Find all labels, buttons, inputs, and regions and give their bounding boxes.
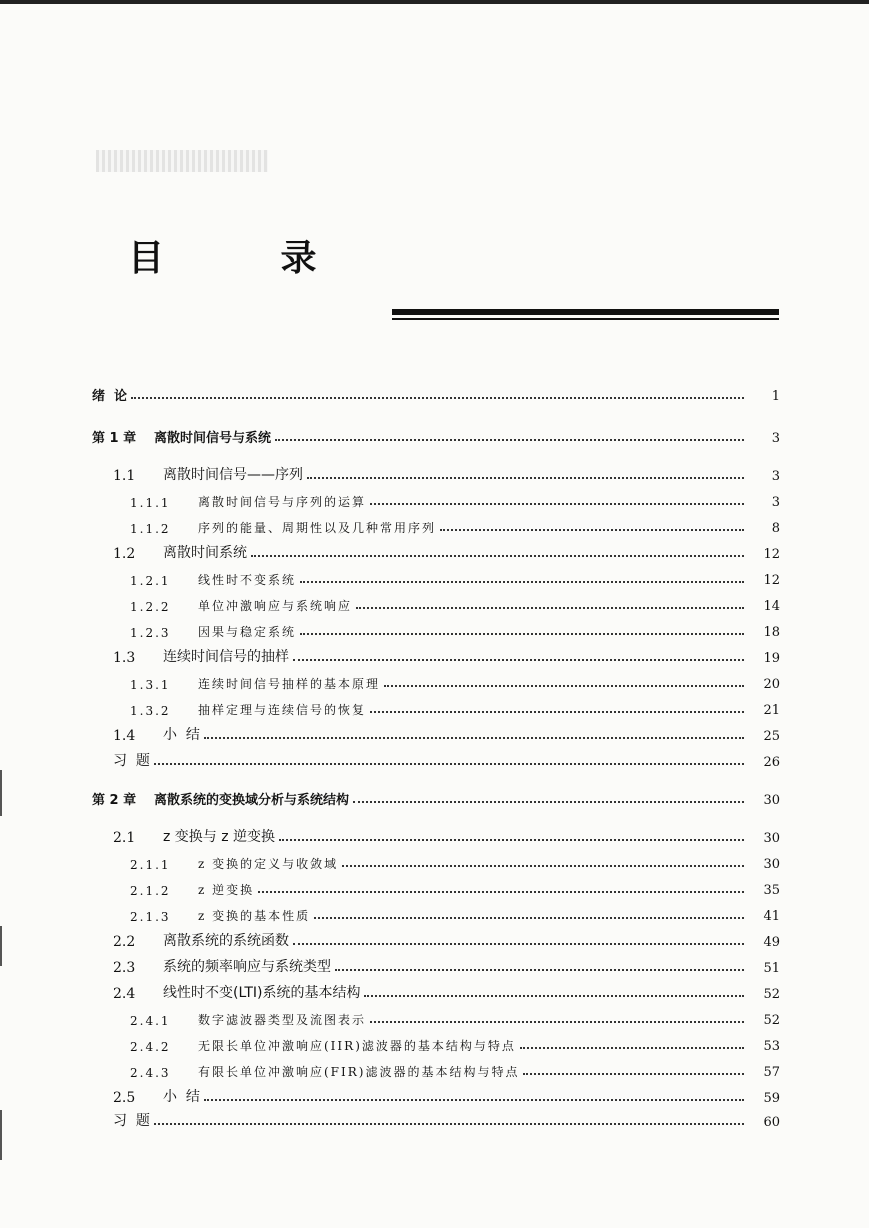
toc-entry-page: 25 xyxy=(763,729,780,744)
toc-entry xyxy=(0,592,869,614)
toc-entry-page: 21 xyxy=(763,703,780,718)
toc-entry xyxy=(0,722,869,744)
toc-entry-number: 2.4.3 xyxy=(130,1066,171,1080)
toc-entry-number: 2.4 xyxy=(113,986,136,1002)
toc-entry xyxy=(0,748,869,770)
toc-dot-leader xyxy=(154,763,744,765)
toc-dot-leader xyxy=(131,397,744,399)
toc-entry xyxy=(0,488,869,510)
toc-entry-number: 2.1.2 xyxy=(130,884,171,898)
toc-dot-leader xyxy=(335,969,744,971)
toc-entry-page: 53 xyxy=(763,1039,780,1054)
toc-dot-leader xyxy=(251,555,744,557)
toc-dot-leader xyxy=(370,711,744,713)
toc-entry-number: 1.1.2 xyxy=(130,522,171,536)
toc-entry-page: 30 xyxy=(763,857,780,872)
toc-entry-page: 12 xyxy=(763,547,780,562)
toc-entry-page: 20 xyxy=(763,677,780,692)
toc-entry-title: 有限长单位冲激响应(FIR)滤波器的基本结构与特点 xyxy=(198,1065,520,1079)
toc-entry-title: z 变换的基本性质 xyxy=(198,909,311,923)
toc-entry-number: 1.4 xyxy=(113,728,136,744)
toc-entry-number: 2.4.2 xyxy=(130,1040,171,1054)
toc-entry-page: 3 xyxy=(771,469,780,484)
toc-entry-page: 30 xyxy=(763,831,780,846)
toc-entry-number: 2.4.1 xyxy=(130,1014,171,1028)
toc-entry xyxy=(0,618,869,640)
toc-entry-title: 单位冲激响应与系统响应 xyxy=(198,599,353,613)
toc-entry-title: 离散系统的变换域分析与系统结构 xyxy=(154,793,350,808)
toc-entry-title: 抽样定理与连续信号的恢复 xyxy=(198,703,367,717)
toc-entry-number: 2.1.1 xyxy=(130,858,171,872)
toc-entry xyxy=(0,1084,869,1106)
toc-entry-title: 小 结 xyxy=(163,727,200,743)
toc-entry-title: 连续时间信号的抽样 xyxy=(163,649,289,665)
toc-dot-leader xyxy=(293,659,744,661)
toc-entry-page: 3 xyxy=(771,431,780,446)
toc-entry xyxy=(0,514,869,536)
toc-entry xyxy=(0,540,869,562)
toc-entry xyxy=(0,980,869,1002)
toc-entry-page: 52 xyxy=(763,987,780,1002)
toc-dot-leader xyxy=(520,1047,744,1049)
toc-dot-leader xyxy=(384,685,744,687)
toc-entry-title: z 逆变换 xyxy=(198,883,255,897)
toc-dot-leader xyxy=(314,917,744,919)
toc-entry-page: 26 xyxy=(763,755,780,770)
toc-entry xyxy=(0,850,869,872)
toc-entry-page: 8 xyxy=(771,521,780,536)
toc-entry xyxy=(0,954,869,976)
toc-dot-leader xyxy=(342,865,744,867)
toc-entry xyxy=(0,824,869,846)
toc-dot-leader xyxy=(154,1123,744,1125)
toc-entry xyxy=(0,1108,869,1130)
toc-entry-number: 1.3 xyxy=(113,650,136,666)
toc-entry-number: 2.3 xyxy=(113,960,136,976)
toc-dot-leader xyxy=(364,995,744,997)
toc-entry-page: 57 xyxy=(763,1065,780,1080)
toc-entry xyxy=(0,696,869,718)
toc-entry-number: 1.2 xyxy=(113,546,136,562)
toc-entry-title: 连续时间信号抽样的基本原理 xyxy=(198,677,381,691)
toc-dot-leader xyxy=(204,1099,744,1101)
toc-entry-title: 线性时不变系统 xyxy=(198,573,297,587)
toc-dot-leader xyxy=(204,737,744,739)
toc-entry-page: 41 xyxy=(763,909,780,924)
toc-entry-number: 1.2.3 xyxy=(130,626,171,640)
toc-entry xyxy=(0,1032,869,1054)
toc-dot-leader xyxy=(353,801,744,803)
toc-dot-leader xyxy=(523,1073,744,1075)
toc-entry-title: 离散时间信号——序列 xyxy=(163,467,303,483)
toc-entry-number: 习 题 xyxy=(113,1113,150,1129)
toc-entry-page: 14 xyxy=(763,599,780,614)
toc-entry-page: 1 xyxy=(771,389,780,404)
page-title: 目 录 xyxy=(128,238,369,279)
toc-entry xyxy=(0,1058,869,1080)
toc-dot-leader xyxy=(370,503,744,505)
toc-entry xyxy=(0,928,869,950)
toc-entry-number: 2.5 xyxy=(113,1090,136,1106)
toc-entry-title: 序列的能量、周期性以及几种常用序列 xyxy=(198,521,437,535)
toc-dot-leader xyxy=(293,943,744,945)
toc-dot-leader xyxy=(356,607,744,609)
toc-dot-leader xyxy=(300,581,744,583)
toc-entry xyxy=(0,670,869,692)
toc-entry-page: 52 xyxy=(763,1013,780,1028)
toc-entry-page: 30 xyxy=(763,793,780,808)
toc-entry-number: 1.3.2 xyxy=(130,704,171,718)
toc-entry xyxy=(0,876,869,898)
toc-entry-number: 1.3.1 xyxy=(130,678,171,692)
toc-entry-page: 35 xyxy=(763,883,780,898)
toc-entry-number: 1.2.2 xyxy=(130,600,171,614)
toc-entry-title: 离散时间信号与序列的运算 xyxy=(198,495,367,509)
toc-entry-number: 2.1.3 xyxy=(130,910,171,924)
toc-entry xyxy=(0,1006,869,1028)
toc-entry-title: 系统的频率响应与系统类型 xyxy=(163,959,331,975)
toc-dot-leader xyxy=(275,439,744,441)
toc-entry-title: 数字滤波器类型及流图表示 xyxy=(198,1013,367,1027)
toc-entry-page: 51 xyxy=(763,961,780,976)
toc-entry-number: 1.1 xyxy=(113,468,136,484)
toc-entry-page: 49 xyxy=(763,935,780,950)
toc-entry xyxy=(0,462,869,484)
toc-entry-page: 59 xyxy=(763,1091,780,1106)
toc-entry-title: 无限长单位冲激响应(IIR)滤波器的基本结构与特点 xyxy=(198,1039,516,1053)
toc-entry-number: 习 题 xyxy=(113,753,150,769)
toc-entry-title: 离散系统的系统函数 xyxy=(163,933,289,949)
toc-entry xyxy=(0,424,869,446)
toc-entry-page: 12 xyxy=(763,573,780,588)
toc-entry-page: 19 xyxy=(763,651,780,666)
toc-entry xyxy=(0,902,869,924)
toc-dot-leader xyxy=(258,891,744,893)
toc-entry-title: z 变换与 z 逆变换 xyxy=(163,829,276,845)
toc-entry xyxy=(0,566,869,588)
toc-entry-title: z 变换的定义与收敛域 xyxy=(198,857,339,871)
toc-dot-leader xyxy=(300,633,744,635)
toc-entry-page: 18 xyxy=(763,625,780,640)
toc-entry-number: 第 2 章 xyxy=(92,793,137,808)
toc-dot-leader xyxy=(307,477,744,479)
toc-entry-number: 2.2 xyxy=(113,934,136,950)
toc-entry-page: 60 xyxy=(763,1115,780,1130)
toc-entry-number: 2.1 xyxy=(113,830,136,846)
toc-entry-title: 因果与稳定系统 xyxy=(198,625,297,639)
toc-dot-leader xyxy=(370,1021,744,1023)
toc-dot-leader xyxy=(279,839,744,841)
toc-dot-leader xyxy=(440,529,744,531)
toc-entry-title: 离散时间系统 xyxy=(163,545,247,561)
toc-entry-title: 线性时不变(LTI)系统的基本结构 xyxy=(163,985,361,1001)
toc-entry xyxy=(0,786,869,808)
toc-entry-page: 3 xyxy=(771,495,780,510)
toc-entry-number: 1.2.1 xyxy=(130,574,171,588)
toc-entry-number: 绪 论 xyxy=(92,389,128,404)
toc-entry xyxy=(0,644,869,666)
toc-entry-title: 小 结 xyxy=(163,1089,200,1105)
toc-entry xyxy=(0,382,869,404)
toc-entry-number: 第 1 章 xyxy=(92,431,137,446)
toc-entry-number: 1.1.1 xyxy=(130,496,171,510)
toc-entry-title: 离散时间信号与系统 xyxy=(154,431,272,446)
